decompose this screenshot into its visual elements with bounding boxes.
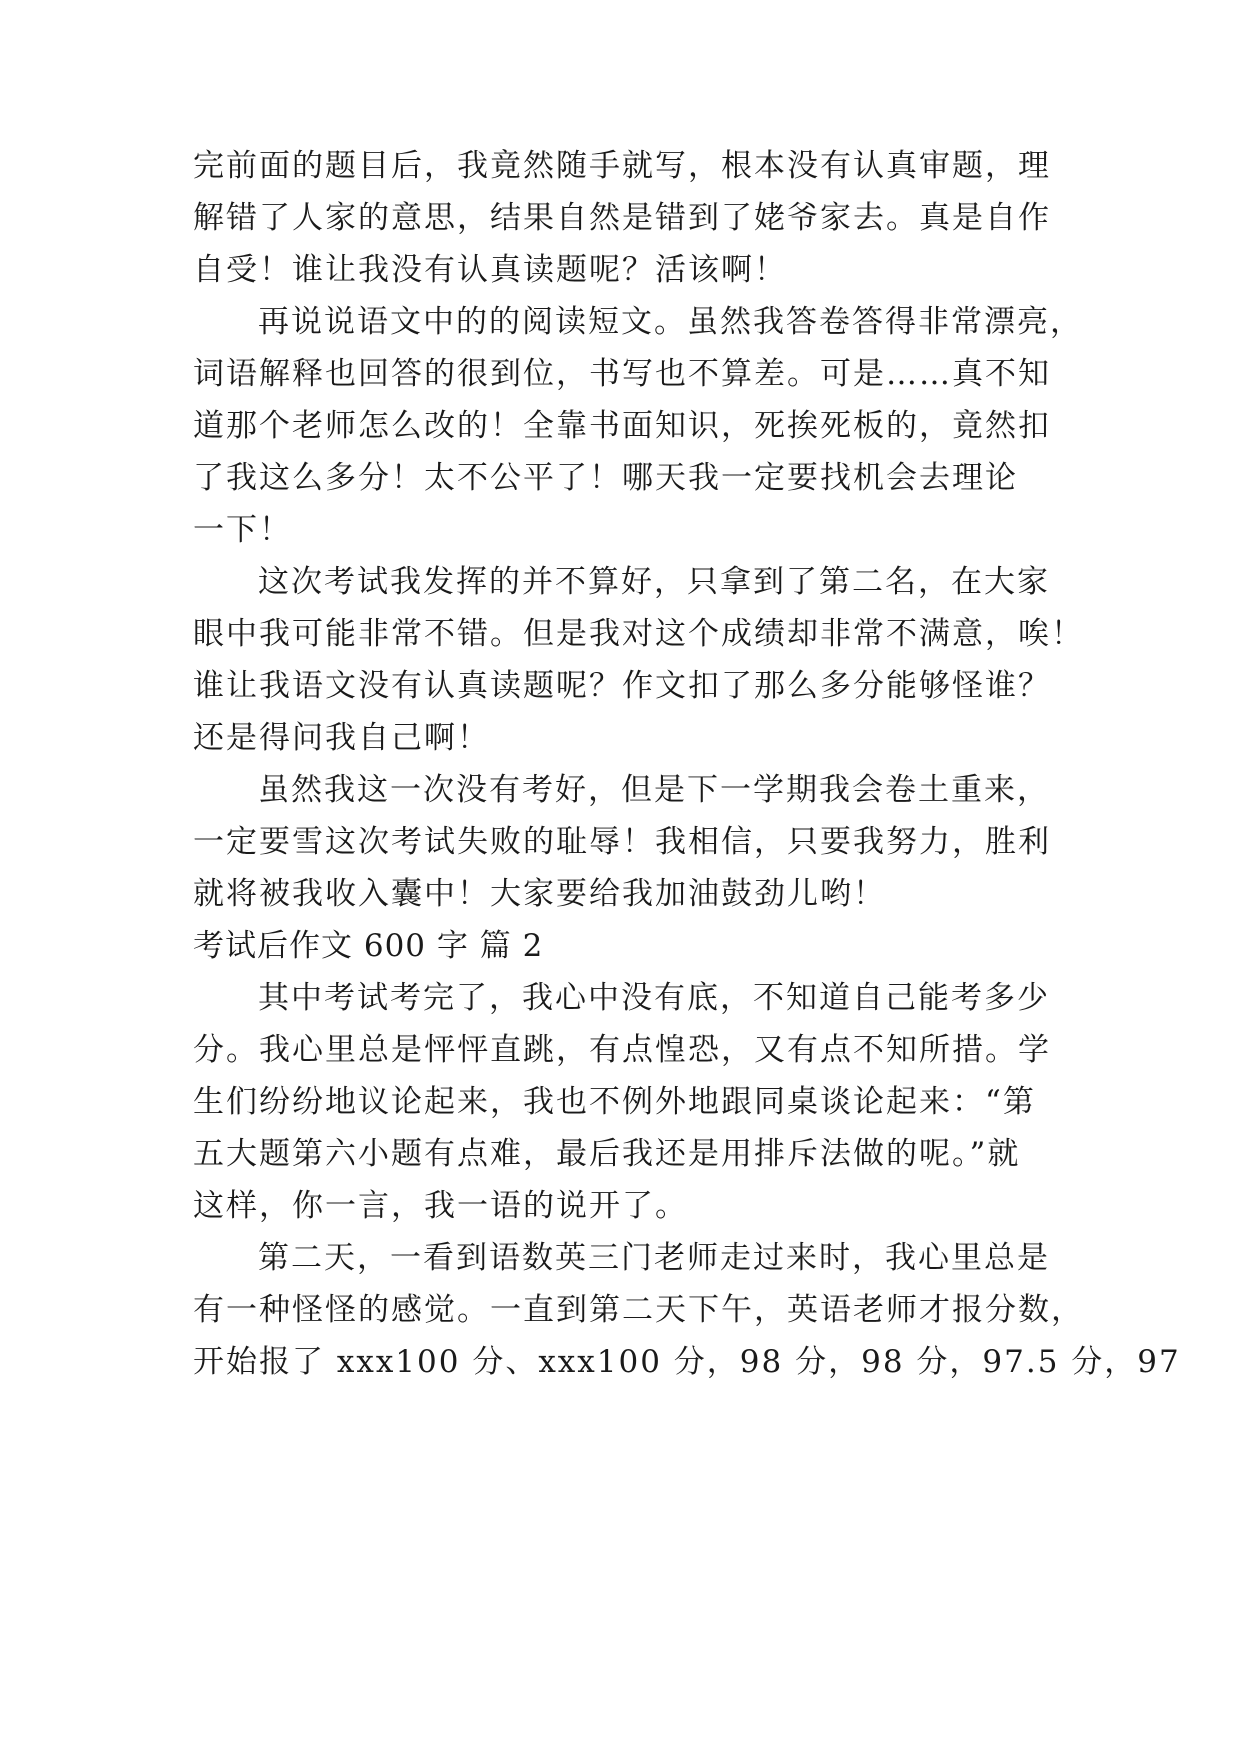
text-line: 这样，你一言，我一语的说开了。 (193, 1188, 688, 1224)
text-line: 眼中我可能非常不错。但是我对这个成绩却非常不满意，唉！ (193, 616, 1084, 652)
paragraph-start-line: 第二天，一看到语数英三门老师走过来时，我心里总是 (258, 1240, 1050, 1276)
paragraph-start-line: 其中考试考完了，我心中没有底，不知道自己能考多少 (258, 980, 1050, 1016)
text-line: 有一种怪怪的感觉。一直到第二天下午，英语老师才报分数， (193, 1292, 1084, 1328)
text-line: 开始报了 xxx100 分、xxx100 分，98 分，98 分，97.5 分，97 (193, 1344, 1181, 1380)
paragraph-start-line: 再说说语文中的的阅读短文。虽然我答卷答得非常漂亮， (258, 304, 1083, 340)
text-line: 五大题第六小题有点难，最后我还是用排斥法做的呢。”就 (193, 1136, 1021, 1172)
text-line: 完前面的题目后，我竟然随手就写，根本没有认真审题，理 (193, 148, 1051, 184)
text-line: 词语解释也回答的很到位，书写也不算差。可是……真不知 (193, 356, 1051, 392)
text-line: 分。我心里总是怦怦直跳，有点惶恐，又有点不知所措。学 (193, 1032, 1051, 1068)
text-line: 谁让我语文没有认真读题呢？作文扣了那么多分能够怪谁？ (193, 668, 1051, 704)
section-heading: 考试后作文 600 字 篇 2 (193, 928, 544, 964)
text-line: 自受！谁让我没有认真读题呢？活该啊！ (193, 252, 787, 288)
text-line: 道那个老师怎么改的！全靠书面知识，死挨死板的，竟然扣 (193, 408, 1051, 444)
text-line: 就将被我收入囊中！大家要给我加油鼓劲儿哟！ (193, 876, 886, 912)
text-line: 一下！ (193, 512, 292, 548)
text-line: 还是得问我自己啊！ (193, 720, 490, 756)
paragraph-start-line: 这次考试我发挥的并不算好，只拿到了第二名，在大家 (258, 564, 1050, 600)
text-line: 解错了人家的意思，结果自然是错到了姥爷家去。真是自作 (193, 200, 1051, 236)
text-line: 生们纷纷地议论起来，我也不例外地跟同桌谈论起来：“第 (193, 1084, 1036, 1120)
paragraph-start-line: 虽然我这一次没有考好，但是下一学期我会卷土重来， (258, 772, 1050, 808)
text-line: 了我这么多分！太不公平了！哪天我一定要找机会去理论 (193, 460, 1018, 496)
text-line: 一定要雪这次考试失败的耻辱！我相信，只要我努力，胜利 (193, 824, 1051, 860)
